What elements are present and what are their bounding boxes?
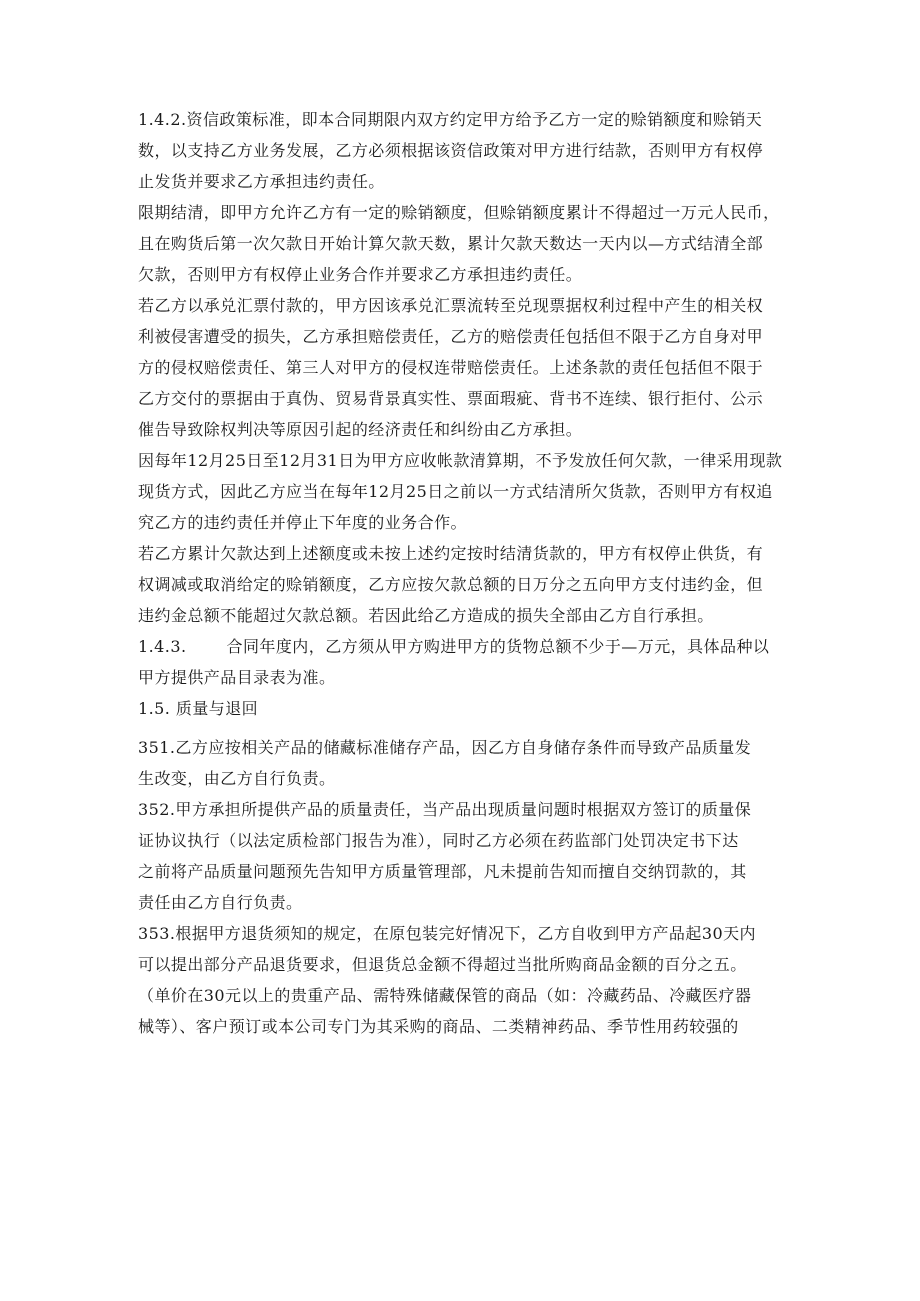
text-line: 之前将产品质量问题预先告知甲方质量管理部，凡未提前告知而擅自交纳罚款的，其 (138, 862, 747, 881)
clause-number: 1.4.3. (138, 637, 187, 656)
text-line: 351.乙方应按相关产品的储藏标准储存产品，因乙方自身储存条件而导致产品质量发 (138, 738, 752, 757)
text-line: 且在购货后第一次欠款日开始计算欠款天数，累计欠款天数达一天内以—方式结清全部 (138, 234, 764, 253)
document-body (138, 104, 783, 1042)
text-line: 生改变，由乙方自行负责。 (138, 769, 336, 788)
text-line: 现货方式，因此乙方应当在每年12月25日之前以一方式结清所欠货款，否则甲方有权追 (138, 482, 773, 501)
text-line: 究乙方的违约责任并停止下年度的业务合作。 (138, 513, 468, 532)
text-line: 数，以支持乙方业务发展，乙方必须根据该资信政策对甲方进行结款，否则甲方有权停 (138, 141, 764, 160)
text-line: 1.4.2.资信政策标准，即本合同期限内双方约定甲方给予乙方一定的赊销额度和赊销天 (138, 110, 763, 129)
section-heading: 1.5. 质量与退回 (138, 699, 259, 718)
text-line: 方的侵权赔偿责任、第三人对甲方的侵权连带赔偿责任。上述条款的责任包括但不限于 (138, 358, 764, 377)
text-line: 欠款，否则甲方有权停止业务合作并要求乙方承担违约责任。 (138, 265, 583, 284)
spacer (138, 724, 778, 732)
text-line: 若乙方累计欠款达到上述额度或未按上述约定按时结清货款的，甲方有权停止供货，有 (138, 544, 764, 563)
text-line: 责任由乙方自行负责。 (138, 893, 303, 912)
text-line: 限期结清，即甲方允许乙方有一定的赊销额度，但赊销额度累计不得超过一万元人民币， (138, 203, 780, 222)
text-line: 证协议执行（以法定质检部门报告为准），同时乙方必须在药监部门处罚决定书下达 (138, 831, 739, 850)
text-line: 因每年12月25日至12月31日为甲方应收帐款清算期，不予发放任何欠款，一律采用现款 (138, 451, 783, 470)
text-line: 352.甲方承担所提供产品的质量责任，当产品出现质量问题时根据双方签订的质量保 (138, 800, 752, 819)
text-line: 甲方提供产品目录表为准。 (138, 668, 336, 687)
text-line: 353.根据甲方退货须知的规定，在原包装完好情况下，乙方自收到甲方产品起30天内 (138, 924, 756, 943)
clause-1-4-3-line (138, 631, 778, 662)
text-line: 械等）、客户预订或本公司专门为其采购的商品、二类精神药品、季节性用药较强的 (138, 1017, 739, 1036)
text-line: 乙方交付的票据由于真伪、贸易背景真实性、票面瑕疵、背书不连续、银行拒付、公示 (138, 389, 764, 408)
text-line: 若乙方以承兑汇票付款的，甲方因该承兑汇票流转至兑现票据权利过程中产生的相关权 (138, 296, 764, 315)
clause-text: 合同年度内，乙方须从甲方购进甲方的货物总额不少于—万元，具体品种以 (226, 637, 770, 656)
text-line: （单价在30元以上的贵重产品、需特殊储藏保管的商品（如：冷藏药品、冷藏医疗器 (138, 986, 752, 1005)
text-line: 利被侵害遭受的损失，乙方承担赔偿责任，乙方的赔偿责任包括但不限于乙方自身对甲 (138, 327, 764, 346)
text-line: 权调减或取消给定的赊销额度，乙方应按欠款总额的日万分之五向甲方支付违约金，但 (138, 575, 764, 594)
text-line: 止发货并要求乙方承担违约责任。 (138, 172, 385, 191)
text-line: 催告导致除权判决等原因引起的经济责任和纠纷由乙方承担。 (138, 420, 583, 439)
text-line: 可以提出部分产品退货要求，但退货总金额不得超过当批所购商品金额的百分之五。 (138, 955, 747, 974)
text-line: 违约金总额不能超过欠款总额。若因此给乙方造成的损失全部由乙方自行承担。 (138, 606, 714, 625)
